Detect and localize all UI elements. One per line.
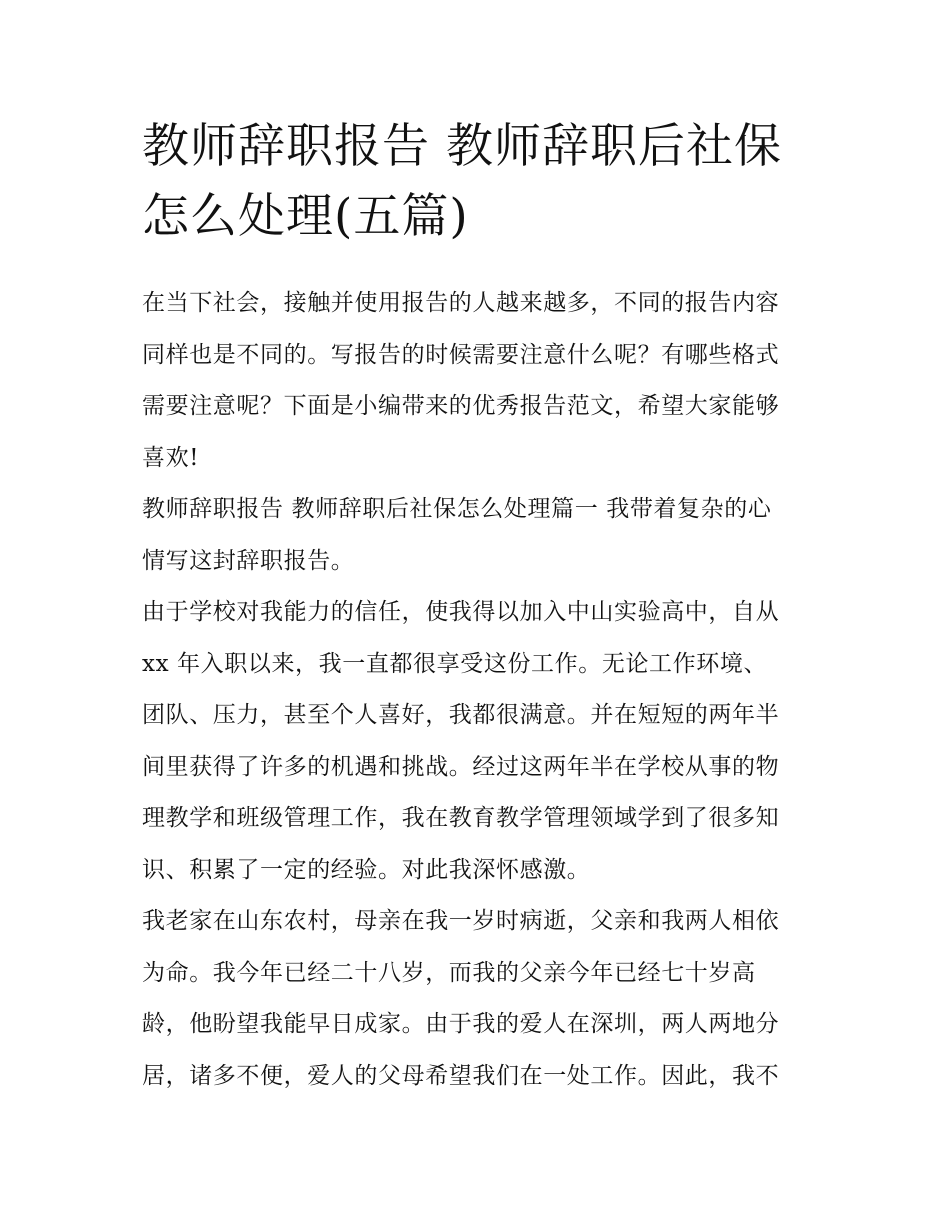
section-one-heading-paragraph: 教师辞职报告 教师辞职后社保怎么处理篇一 我带着复杂的心 情写这封辞职报告。 [142,496,772,574]
intro-paragraph: 在当下社会，接触并使用报告的人越来越多，不同的报告内容 同样也是不同的。写报告的时候需要注意什么呢？有哪些格式 需要注意呢？下面是小编带来的优秀报告范文，希望大家能够 喜欢! [142,290,780,471]
document-title: 教师辞职报告 教师辞职后社保 怎么处理(五篇) [142,119,782,244]
body-paragraph-family: 我老家在山东农村，母亲在我一岁时病逝，父亲和我两人相依 为命。我今年已经二十八岁，而我的父亲今年已经七十岁高 龄，他盼望我能早日成家。由于我的爱人在深圳，两人两地分 居，诸多不便，爱人的父母希望我们在一处工作。因此，我不 [142,908,780,1089]
body-paragraph-gratitude: 由于学校对我能力的信任，使我得以加入中山实验高中，自从 xx 年入职以来，我一直都很享受这份工作。无论工作环境、 团队、压力，甚至个人喜好，我都很满意。并在短短的两年半 间里获得了许多的机遇和挑战。经过这两年半在学校从事的物 理教学和班级管理工作，我在教育教学管理领域学到了很多知 识、积累了一定的经验。对此我深怀感激。 [142,599,780,883]
document-page [142,112,822,1102]
